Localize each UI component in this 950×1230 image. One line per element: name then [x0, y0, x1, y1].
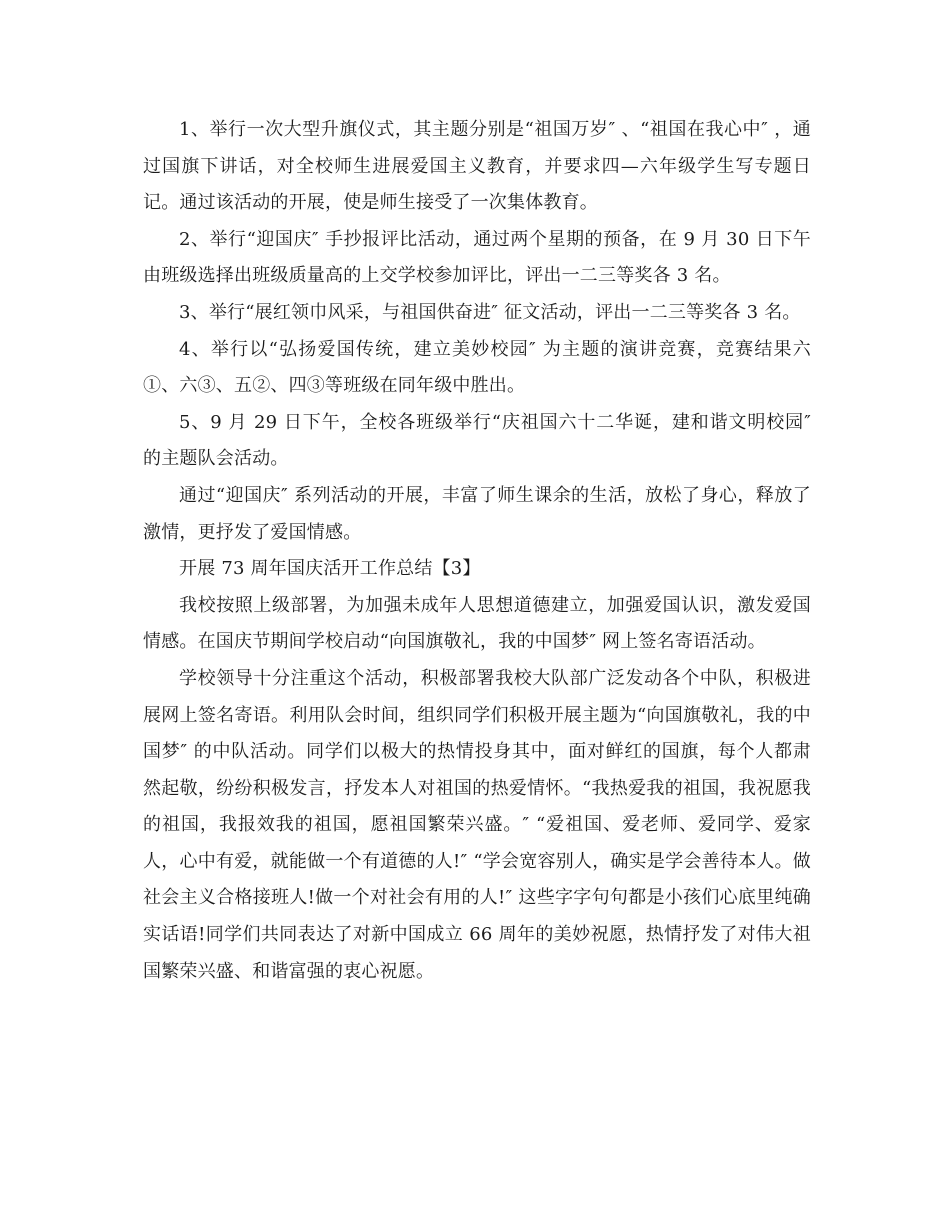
paragraph-intro: 我校按照上级部署，为加强未成年人思想道德建立，加强爱国认识，激发爱国情感。在国庆节期间学校启动“向国旗敬礼，我的中国梦″ 网上签名寄语活动。 [143, 594, 811, 653]
paragraph-activity-4: 4、举行以“弘扬爱国传统，建立美妙校园″ 为主题的演讲竞赛，竞赛结果六①、六③、五②、四③等班级在同年级中胜出。 [143, 338, 811, 397]
paragraph-details: 学校领导十分注重这个活动，积极部署我校大队部广泛发动各个中队，积极进展网上签名寄语。利用队会时间，组织同学们积极开展主题为“向国旗敬礼，我的中国梦″ 的中队活动。同学们以极大的热情投身其中，面对鲜红的国旗，每个人都肃然起敬，纷纷积极发言，抒发本人对祖国的热爱情怀。“我热爱我的祖国，我祝愿我的祖国，我报效我的祖国，愿祖国繁荣兴盛。″ “爱祖国、爱老师、爱同学、爱家人，心中有爱，就能做一个有道德的人!″ “学会宽容别人，确实是学会善待本人。做社会主义合格接班人!做一个对社会有用的人!″ 这些字字句句都是小孩们心底里纯确实话语!同学们共同表达了对新中国成立 66 周年的美妙祝愿，热情抒发了对伟大祖国繁荣兴盛、和谐富强的衷心祝愿。 [143, 667, 811, 982]
section-title: 开展 73 周年国庆活开工作总结【3】 [179, 558, 481, 580]
paragraph-activity-2: 2、举行“迎国庆″ 手抄报评比活动，通过两个星期的预备，在 9 月 30 日下午由班级选择出班级质量高的上交学校参加评比，评出一二三等奖各 3 名。 [143, 228, 811, 287]
paragraph-activity-1: 1、举行一次大型升旗仪式，其主题分别是“祖国万岁″ 、“祖国在我心中″ ，通过国旗下讲话，对全校师生进展爱国主义教育，并要求四—六年级学生写专题日记。通过该活动的开展，使是师生接受了一次集体教育。 [143, 119, 811, 214]
paragraph-activity-3: 3、举行“展红领巾风采，与祖国供奋进″ 征文活动，评出一二三等奖各 3 名。 [179, 301, 801, 323]
paragraph-activity-5: 5、9 月 29 日下午，全校各班级举行“庆祖国六十二华诞，建和谐文明校园″ 的主题队会活动。 [143, 411, 811, 470]
document-body [143, 112, 811, 990]
paragraph-summary: 通过“迎国庆″ 系列活动的开展，丰富了师生课余的生活，放松了身心，释放了激情，更抒发了爱国情感。 [143, 484, 811, 543]
